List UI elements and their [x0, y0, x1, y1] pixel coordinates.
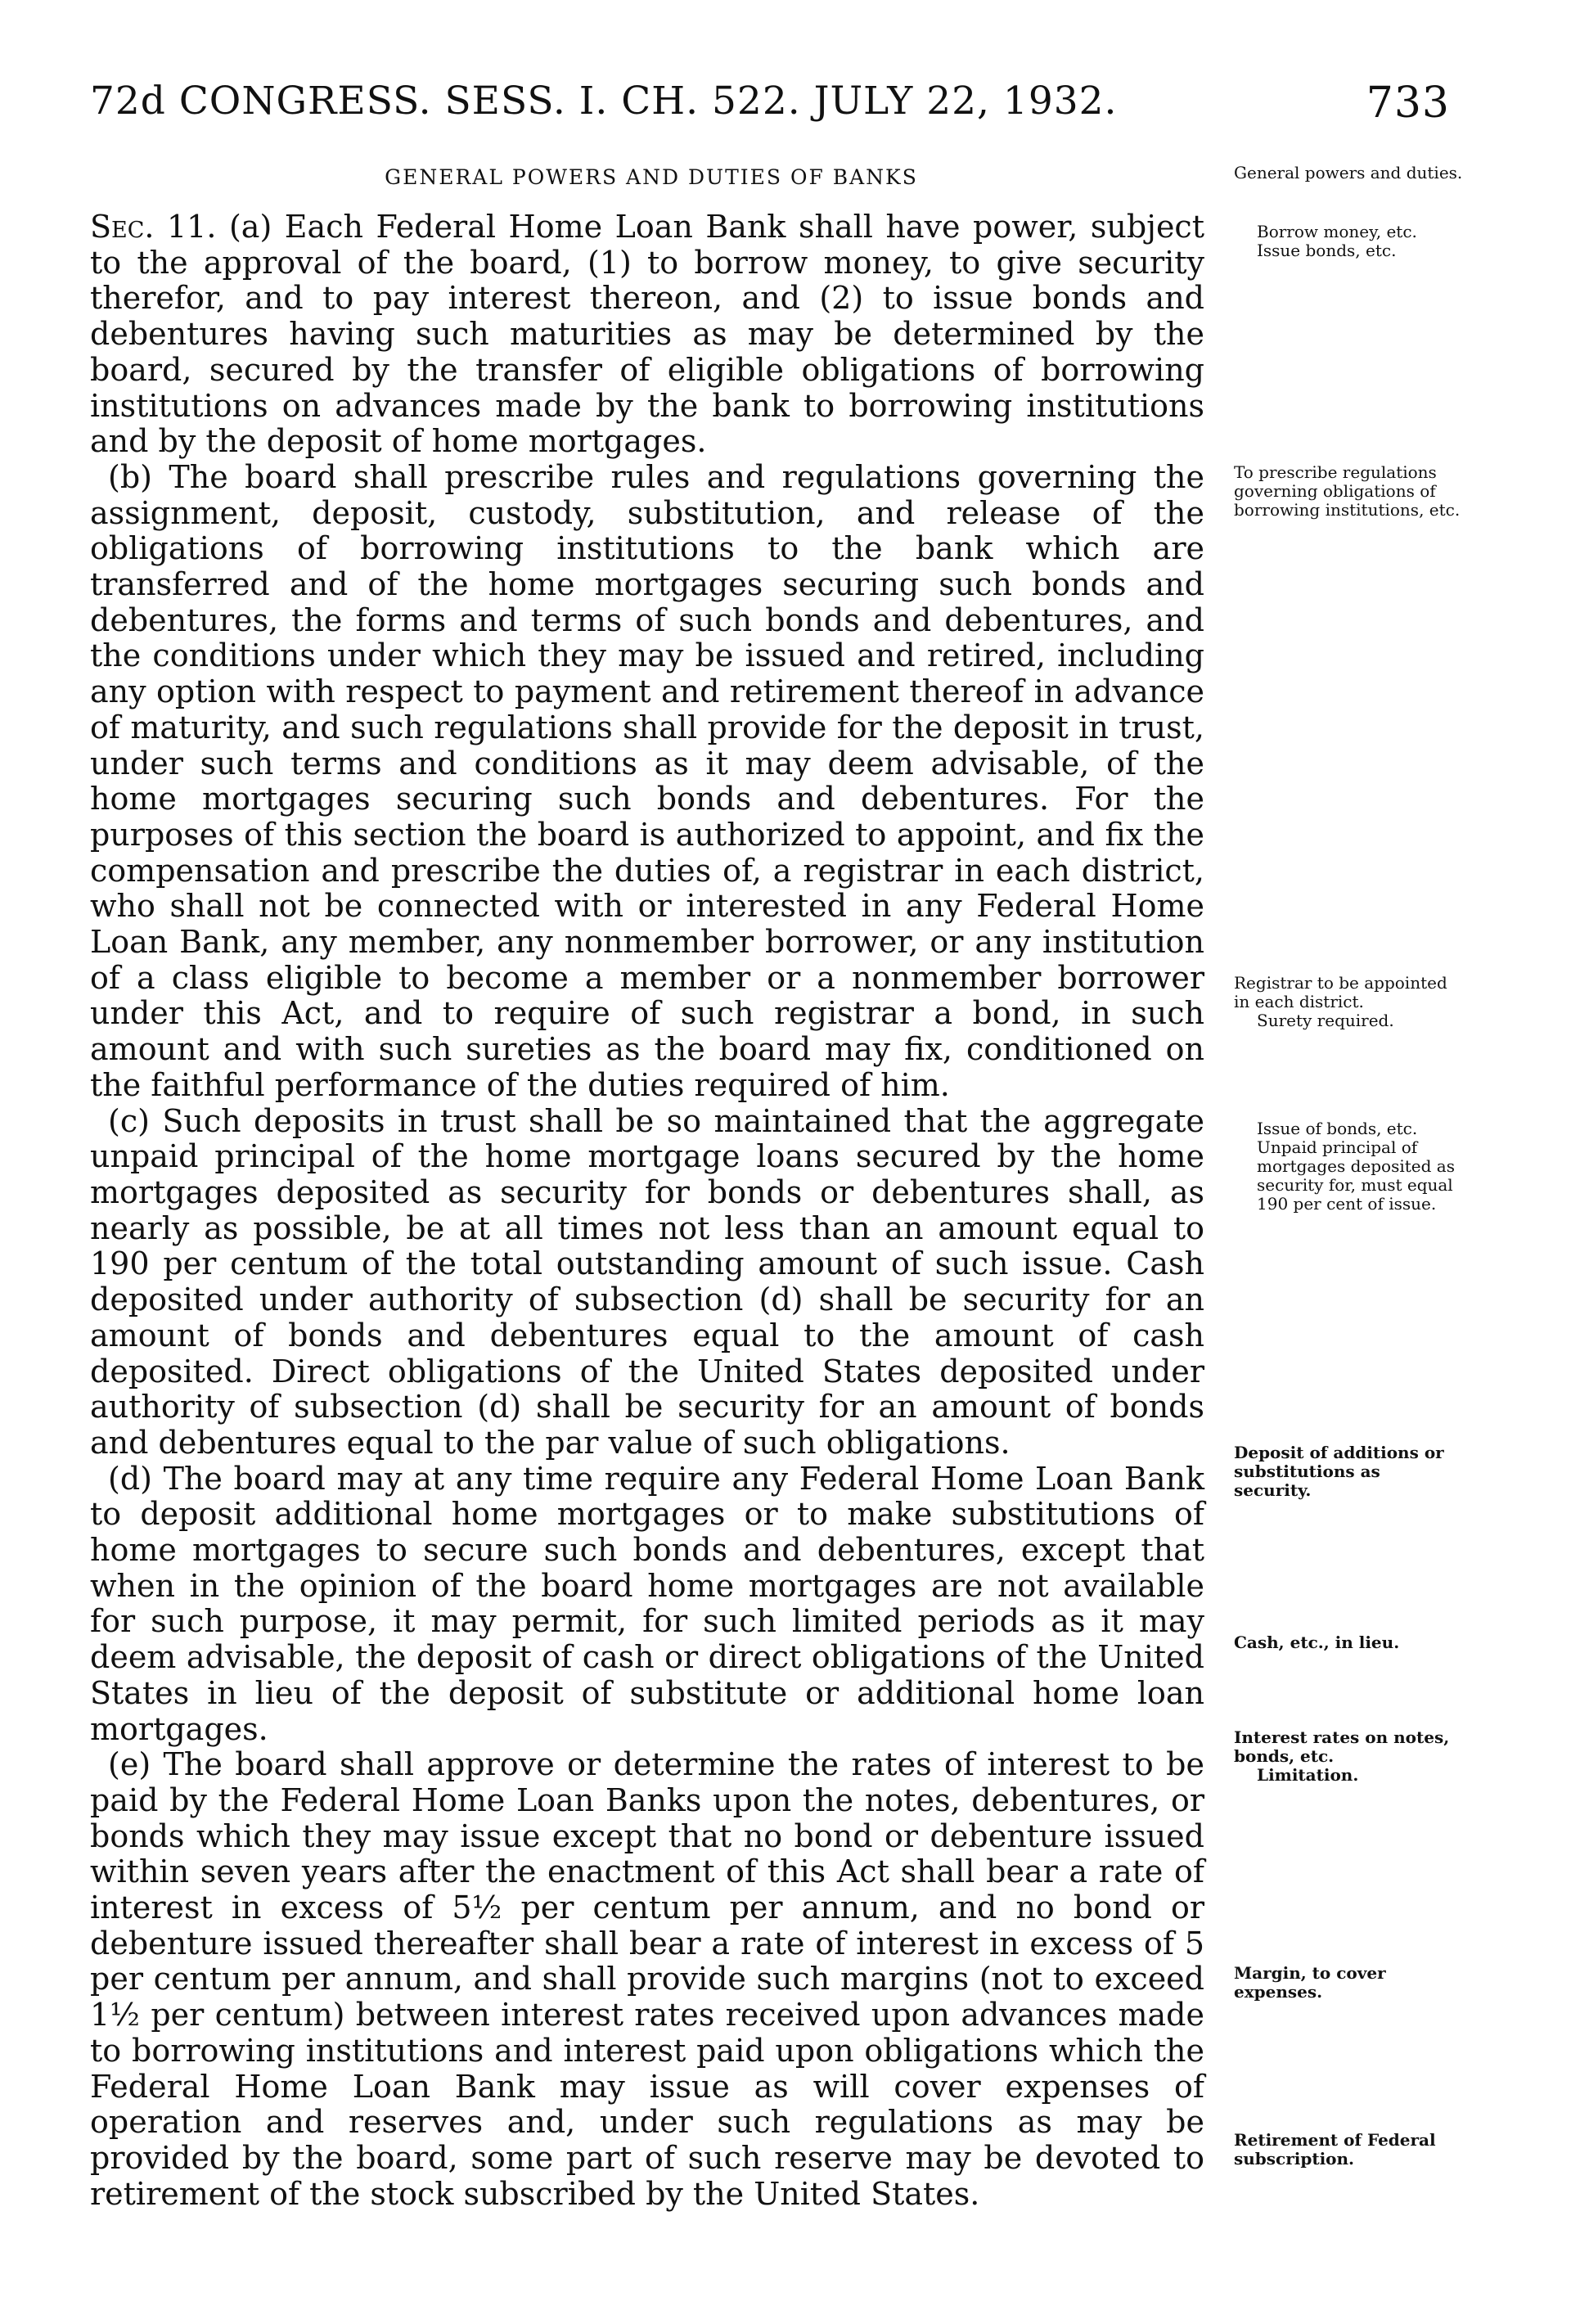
paragraph-e: (e) The board shall approve or determine the rates of interest to be paid by the Federal Home Loan Banks upon the notes, debentures, or bonds which they may issue except that no bond or debenture issued within seven years after the enactment of this Act shall bear a rate of interest in excess of 5½ per centum per annum, and no bond or debenture issued thereafter shall bear a rate of interest in excess of 5 per centum per annum, and shall provide such margins (not to exceed 1½ per centum) between interest rates received upon advances made to borrowing institutions and interest paid upon obligations which the Federal Home Loan Bank may issue as will cover expenses of operation and reserves and, under such regulations as may be provided by the board, some part of such reserve may be devoted to retirement of the stock subscribed by the United States.: [90, 1746, 1204, 2212]
paragraph-d: (d) The board may at any time require any Federal Home Loan Bank to deposit additional home mortgages or to make substitutions of home mortgages to secure such bonds and debentures, except that when in the opinion of the board home mortgages are not available for such purpose, it may permit, for such limited periods as it may deem advisable, the deposit of cash or direct obligations of the United States in lieu of the deposit of substitute or additional home loan mortgages.: [90, 1460, 1204, 1747]
note-issue-of-bonds: [1234, 1119, 1463, 1214]
note-surety: Surety required.: [1257, 1011, 1394, 1030]
note-interest-rates: [1234, 1728, 1463, 1785]
note-registrar-text: Registrar to be appointed in each district.: [1234, 973, 1447, 1011]
note-retirement: Retirement of Federal subscription.: [1234, 2130, 1436, 2169]
note-borrow-money: [1234, 223, 1463, 260]
note-limitation: Limitation.: [1257, 1765, 1359, 1785]
section-heading: GENERAL POWERS AND DUTIES OF BANKS: [385, 165, 918, 189]
note-cash-in-lieu: Cash, etc., in lieu.: [1234, 1633, 1400, 1652]
paragraph-c: (c) Such deposits in trust shall be so maintained that the aggregate unpaid principal of the home mortgage loans secured by the home mortgages deposited as security for bonds or debentures shall, as nearly as possible, be at all times not less than an amount equal to 190 per centum of the total outstanding amount of such issue. Cash deposited under authority of subsection (d) shall be security for an amount of bonds and debentures equal to the amount of cash deposited. Direct obligations of the United States deposited under authority of subsection (d) shall be security for an amount of bonds and debentures equal to the par value of such obligations.: [90, 1102, 1204, 1461]
note-unpaid-principal: Unpaid principal of mortgages deposited as security for, must equal 190 per cent of issue.: [1257, 1137, 1455, 1214]
running-head: [90, 79, 1450, 136]
note-issue-of-bonds-text: Issue of bonds, etc.: [1257, 1119, 1418, 1138]
note-registrar: [1234, 974, 1463, 1030]
running-head-title: 72d CONGRESS. SESS. I. CH. 522. JULY 22, 1932.: [90, 79, 1118, 124]
statute-body: [90, 209, 1204, 2212]
page-number: 733: [1366, 79, 1450, 128]
paragraph-b: (b) The board shall prescribe rules and regulations governing the assignment, deposit, custody, substitution, and release of the obligations of borrowing institutions to the bank which are transferred and of the home mortgages securing such bonds and debentures, the forms and terms of such bonds and debentures, and the conditions under which they may be issued and retired, including any option with respect to payment and retirement thereof in advance of maturity, and such regulations shall provide for the deposit in trust, under such terms and conditions as it may deem advisable, of the home mortgages securing such bonds and debentures. For the purposes of this section the board is authorized to appoint, and fix the compensation and prescribe the duties of, a registrar in each district, who shall not be connected with or interested in any Federal Home Loan Bank, any member, any nonmember borrower, or any institution of a class eligible to become a member or a nonmember borrower under this Act, and to require of such registrar a bond, in such amount and with such sureties as the board may fix, conditioned on the faithful performance of the duties required of him.: [90, 458, 1204, 1103]
note-margin-expenses: Margin, to cover expenses.: [1234, 1963, 1386, 2002]
paragraph-a-text: (a) Each Federal Home Loan Bank shall have power, subject to the approval of the board, (1) to borrow money, to give security therefor, and to pay interest thereon, and (2) to issue bonds and debentures having such maturities as may be determined by the board, secured by the transfer of eligible obligations of borrowing institutions on advances made by the bank to borrowing institutions and by the deposit of home mortgages.: [90, 209, 1204, 460]
note-prescribe-regulations: To prescribe regulations governing obligations of borrowing institutions, etc.: [1234, 462, 1461, 520]
note-deposit-additions: Deposit of additions or substitutions as security.: [1234, 1443, 1444, 1500]
note-issue-bonds: Issue bonds, etc.: [1257, 241, 1397, 260]
section-number: Sec. 11.: [90, 209, 217, 245]
note-borrow-money-text: Borrow money, etc.: [1257, 222, 1417, 241]
paragraph-a: [90, 209, 1204, 460]
note-interest-rates-text: Interest rates on notes, bonds, etc.: [1234, 1727, 1450, 1766]
note-general-powers: General powers and duties.: [1234, 163, 1463, 182]
